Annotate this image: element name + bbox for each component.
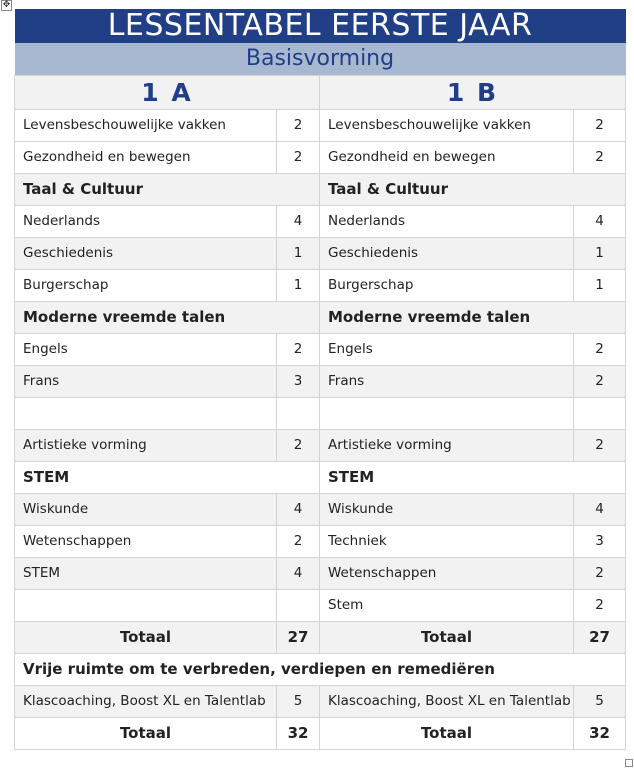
hours-cell[interactable]: 2 — [574, 365, 626, 397]
subject-cell[interactable]: Nederlands — [15, 205, 277, 237]
table-move-handle-icon[interactable]: ✥ — [2, 0, 11, 10]
section-row — [15, 301, 626, 333]
hours-cell[interactable]: 2 — [574, 589, 626, 621]
total-label[interactable]: Totaal — [320, 621, 574, 653]
subject-cell[interactable]: Frans — [320, 365, 574, 397]
subject-cell[interactable]: Burgerschap — [320, 269, 574, 301]
class-header-1a: 1 A — [15, 75, 320, 109]
table-row — [15, 589, 626, 621]
hours-cell[interactable]: 4 — [574, 205, 626, 237]
total-value[interactable]: 32 — [277, 717, 320, 749]
table-row — [15, 333, 626, 365]
subject-cell[interactable]: Burgerschap — [15, 269, 277, 301]
hours-cell[interactable]: 2 — [277, 333, 320, 365]
section-heading[interactable]: Moderne vreemde talen — [320, 301, 626, 333]
table-row — [15, 237, 626, 269]
table-row — [15, 557, 626, 589]
table-row — [15, 269, 626, 301]
empty-row — [15, 397, 626, 429]
subject-cell[interactable]: Engels — [320, 333, 574, 365]
section-heading[interactable]: Taal & Cultuur — [320, 173, 626, 205]
hours-cell[interactable]: 2 — [277, 525, 320, 557]
section-heading[interactable]: Moderne vreemde talen — [15, 301, 320, 333]
hours-cell[interactable]: 4 — [277, 205, 320, 237]
hours-cell[interactable] — [277, 589, 320, 621]
hours-cell[interactable]: 2 — [574, 333, 626, 365]
table-resize-handle[interactable] — [625, 759, 633, 767]
hours-cell[interactable]: 2 — [574, 109, 626, 141]
table-row — [15, 525, 626, 557]
total-label[interactable]: Totaal — [15, 621, 277, 653]
subject-cell[interactable]: Wiskunde — [15, 493, 277, 525]
total-label[interactable]: Totaal — [320, 717, 574, 749]
subject-cell[interactable]: Nederlands — [320, 205, 574, 237]
subject-cell[interactable]: Artistieke vorming — [320, 429, 574, 461]
subject-cell[interactable]: Geschiedenis — [320, 237, 574, 269]
hours-cell[interactable]: 2 — [574, 429, 626, 461]
hours-cell[interactable]: 4 — [277, 557, 320, 589]
hours-cell[interactable]: 1 — [277, 269, 320, 301]
hours-cell[interactable]: 1 — [574, 269, 626, 301]
total-value[interactable]: 32 — [574, 717, 626, 749]
free-space-row — [15, 653, 626, 685]
subject-cell[interactable]: STEM — [15, 557, 277, 589]
subject-cell[interactable]: Engels — [15, 333, 277, 365]
subject-cell[interactable]: Frans — [15, 365, 277, 397]
section-row — [15, 461, 626, 493]
hours-cell[interactable]: 4 — [574, 493, 626, 525]
free-space-heading[interactable]: Vrije ruimte om te verbreden, verdiepen en remediëren — [15, 653, 626, 685]
table-row — [15, 429, 626, 461]
subject-cell[interactable]: Geschiedenis — [15, 237, 277, 269]
hours-cell[interactable]: 1 — [574, 237, 626, 269]
subject-cell[interactable]: Artistieke vorming — [15, 429, 277, 461]
hours-cell[interactable]: 4 — [277, 493, 320, 525]
subject-cell[interactable]: Wetenschappen — [320, 557, 574, 589]
subject-cell[interactable]: Levensbeschouwelijke vakken — [15, 109, 277, 141]
table-row — [15, 493, 626, 525]
hours-cell[interactable]: 2 — [277, 429, 320, 461]
table-row — [15, 141, 626, 173]
hours-cell[interactable]: 2 — [277, 141, 320, 173]
hours-cell[interactable]: 5 — [574, 685, 626, 717]
table-row — [15, 365, 626, 397]
subject-cell[interactable]: Levensbeschouwelijke vakken — [320, 109, 574, 141]
table-row — [15, 685, 626, 717]
total-row — [15, 621, 626, 653]
section-heading[interactable]: STEM — [320, 461, 626, 493]
hours-cell[interactable]: 5 — [277, 685, 320, 717]
hours-cell[interactable]: 2 — [277, 109, 320, 141]
subject-cell[interactable] — [15, 589, 277, 621]
subject-cell[interactable]: Klascoaching, Boost XL en Talentlab — [15, 685, 277, 717]
total-row — [15, 717, 626, 749]
class-header-1b: 1 B — [320, 75, 626, 109]
empty-cell[interactable] — [277, 397, 320, 429]
section-heading[interactable]: Taal & Cultuur — [15, 173, 320, 205]
subject-cell[interactable]: Wiskunde — [320, 493, 574, 525]
hours-cell[interactable]: 2 — [574, 141, 626, 173]
section-heading[interactable]: STEM — [15, 461, 320, 493]
lessentabel-table — [14, 9, 626, 750]
hours-cell[interactable]: 1 — [277, 237, 320, 269]
empty-cell[interactable] — [574, 397, 626, 429]
hours-cell[interactable]: 3 — [574, 525, 626, 557]
table-row — [15, 205, 626, 237]
subject-cell[interactable]: Techniek — [320, 525, 574, 557]
subject-cell[interactable]: Gezondheid en bewegen — [15, 141, 277, 173]
subject-cell[interactable]: Wetenschappen — [15, 525, 277, 557]
total-label[interactable]: Totaal — [15, 717, 277, 749]
total-value[interactable]: 27 — [277, 621, 320, 653]
page-subtitle: Basisvorming — [15, 43, 626, 75]
hours-cell[interactable]: 3 — [277, 365, 320, 397]
total-value[interactable]: 27 — [574, 621, 626, 653]
subject-cell[interactable]: Stem — [320, 589, 574, 621]
page-title: LESSENTABEL EERSTE JAAR — [15, 9, 626, 43]
subject-cell[interactable]: Gezondheid en bewegen — [320, 141, 574, 173]
empty-cell[interactable] — [320, 397, 574, 429]
hours-cell[interactable]: 2 — [574, 557, 626, 589]
subject-cell[interactable]: Klascoaching, Boost XL en Talentlab — [320, 685, 574, 717]
table-row — [15, 109, 626, 141]
empty-cell[interactable] — [15, 397, 277, 429]
section-row — [15, 173, 626, 205]
